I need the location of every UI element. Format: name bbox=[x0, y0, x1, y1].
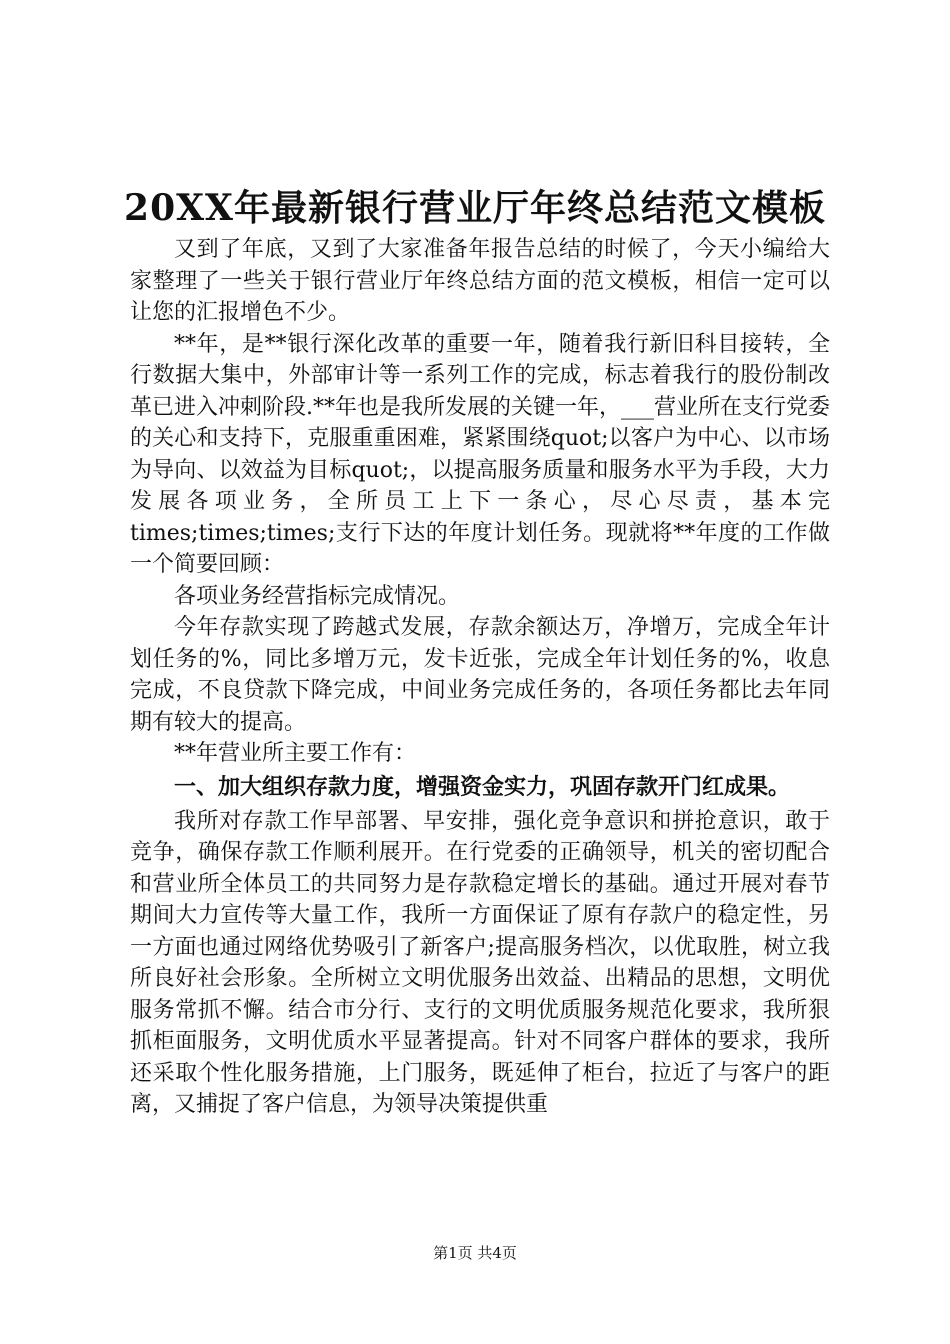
document-title: 20XX年最新银行营业厅年终总结范文模板 bbox=[124, 187, 826, 229]
document-body bbox=[130, 234, 830, 1121]
section-heading-1: 一、加大组织存款力度，增强资金实力，巩固存款开门红成果。 bbox=[174, 774, 791, 800]
paragraph-intro: 又到了年底，又到了大家准备年报告总结的时候了，今天小编给大家整理了一些关于银行营业厅年终总结方面的范文模板，相信一定可以让您的汇报增色不少。 bbox=[130, 237, 830, 325]
paragraph-deposit-work: 我所对存款工作早部署、早安排，强化竞争意识和拼抢意识，敢于竞争，确保存款工作顺利展开。在行党委的正确领导，机关的密切配合和营业所全体员工的共同努力是存款稳定增长的基础。通过开展对春节期间大力宣传等大量工作，我所一方面保证了原有存款户的稳定性，另一方面也通过网络优势吸引了新客户;提高服务档次，以优取胜，树立我所良好社会形象。全所树立文明优服务出效益、出精品的思想，文明优服务常抓不懈。结合市分行、支行的文明优质服务规范化要求，我所狠抓柜面服务，文明优质水平显著提高。针对不同客户群体的要求，我所还采取个性化服务措施，上门服务，既延伸了柜台，拉近了与客户的距离，又捕捉了客户信息，为领导决策提供重 bbox=[130, 808, 830, 1117]
paragraph-results: 今年存款实现了跨越式发展，存款余额达万，净增万，完成全年计划任务的%，同比多增万元，发卡近张，完成全年计划任务的%，收息完成，不良贷款下降完成，中间业务完成任务的，各项任务都比去年同期有较大的提高。 bbox=[130, 615, 830, 735]
paragraph-main-work: **年营业所主要工作有： bbox=[174, 741, 417, 766]
page-footer: 第1页 共4页 bbox=[433, 1244, 517, 1262]
paragraph-indicators: 各项业务经营指标完成情况。 bbox=[174, 583, 461, 609]
paragraph-overview: **年，是**银行深化改革的重要一年，随着我行新旧科目接转，全行数据大集中，外部审计等一系列工作的完成，标志着我行的股份制改革已进入冲刺阶段.**年也是我所发展的关键一年，___营业所在支行党委的关心和支持下，克服重重困难，紧紧围绕quot;以客户为中心、以市场为导向、以效益为目标quot;，以提高服务质量和服务水平为手段，大力发展各项业务，全所员工上下一条心，尽心尽责，基本完times;times;times;支行下达的年度计划任务。现就将**年度的工作做一个简要回顾： bbox=[130, 331, 830, 577]
